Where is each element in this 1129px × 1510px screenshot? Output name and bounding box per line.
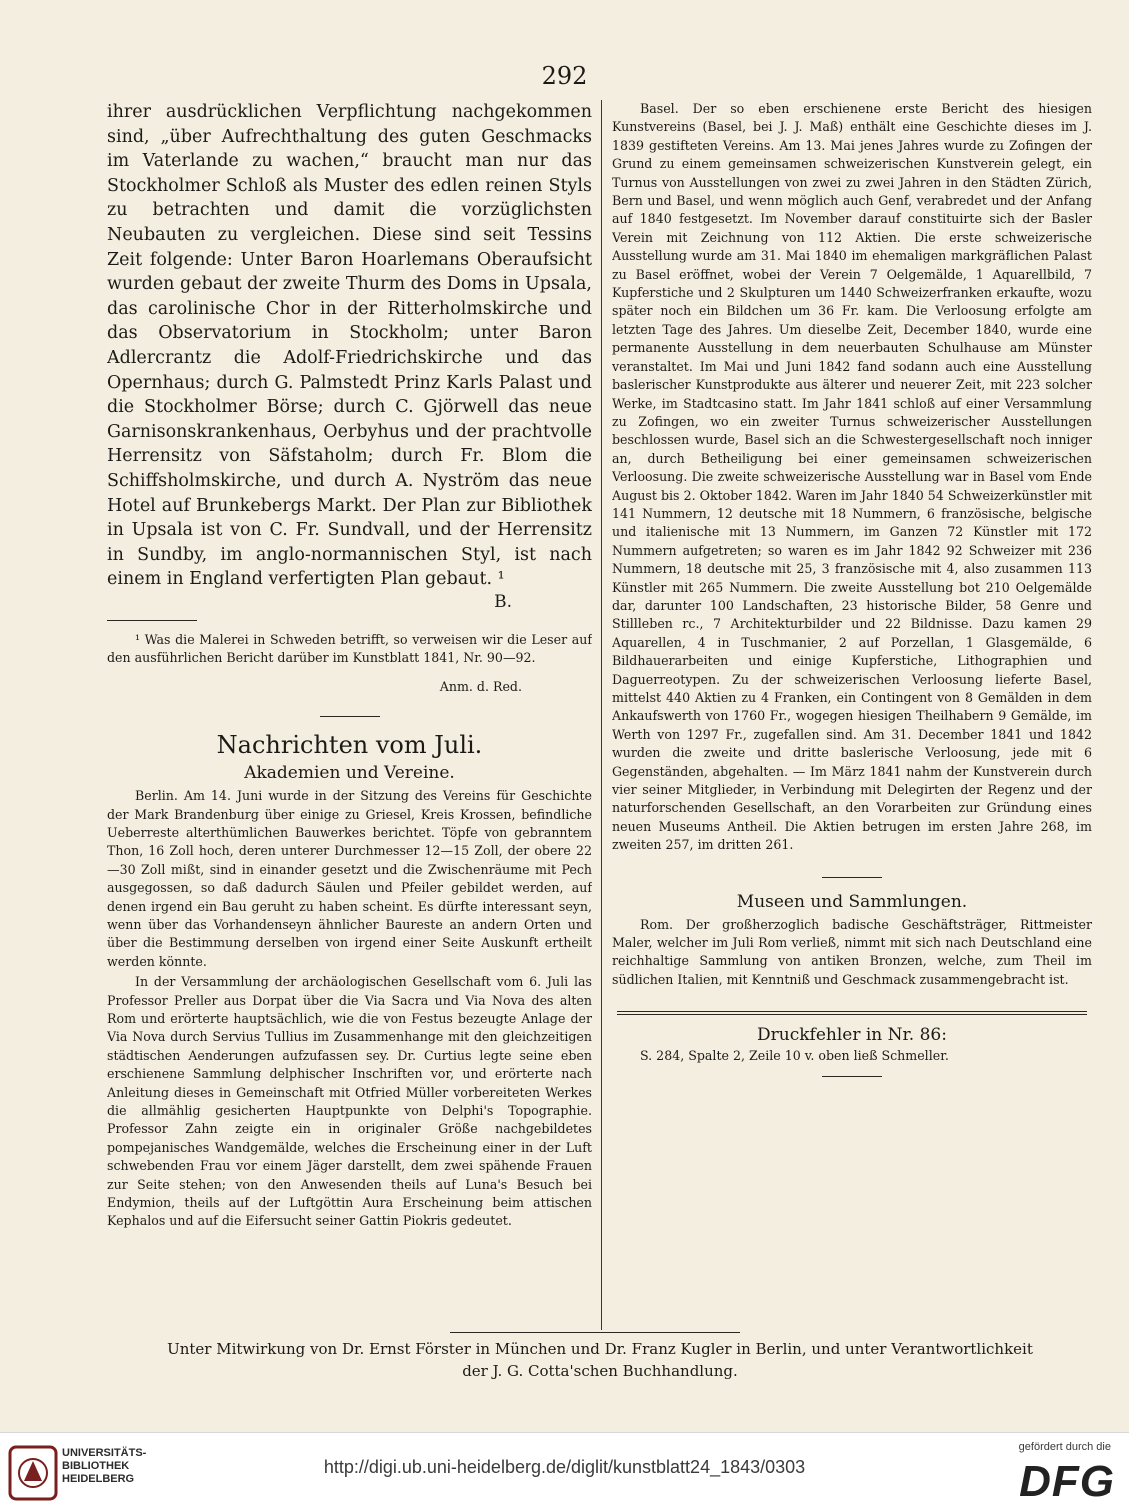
footer-rule	[450, 1332, 740, 1333]
funded-by-label: gefördert durch die	[1018, 1441, 1111, 1453]
museum-heading: Museen und Sammlungen.	[736, 891, 968, 912]
section-heading: Nachrichten vom Juli.	[216, 731, 483, 760]
errata-heading: Druckfehler in Nr. 86:	[757, 1025, 947, 1046]
library-name-line-1: UNIVERSITÄTS-	[62, 1447, 147, 1459]
section-rule	[320, 716, 380, 717]
right-column	[612, 100, 1092, 1077]
footnote-rule	[107, 620, 197, 621]
imprint	[100, 1338, 1100, 1382]
left-column	[107, 100, 592, 1231]
left-paragraph-archaeology: In der Versammlung der archäologischen Gesellschaft vom 6. Juli las Professor Preller aus Dorpat über die Via Sacra und Via Nova des alten Rom und erörterte hauptsächlich, wie die von Festus bezeugte Anlage der Via Nova durch Servius Tullius im Zusammenhange mit den gleichzeitigen städtischen Aenderungen aufzufassen sey. Dr. Curtius legte seine eben erschienene Sammlung delphischer Inschriften vor, und erörterte nach Anleitung dieses in Gemeinschaft mit Otfried Müller vorbereiteten Werkes die allmählig gesicherten Hauptpunkte von Delphi's Topographie. Professor Zahn zeigte ein in originaler Größe nachgebildetes pompejanisches Wandgemälde, welches die Erscheinung einer in der Luft schwebenden Frau vor einem Jäger darstellt, dem zwei spähende Frauen zur Seite stehen; von den Anwesenden theils auf Luna's Besuch bei Endymion, theils auf der Luftgöttin Aura Erscheinung beim attischen Kephalos und auf die Eifersucht seiner Gattin Piokris gedeutet.	[107, 974, 592, 1229]
imprint-line-1: Unter Mitwirkung von Dr. Ernst Förster in München und Dr. Franz Kugler in Berlin, und unter Verantwortlichkeit	[167, 1340, 1033, 1358]
right-paragraph-rom: Rom. Der großherzoglich badische Geschäftsträger, Rittmeister Maler, welcher im Juli Rom verließ, nimmt mit sich nach Deutschland eine reichhaltige Sammlung von antiken Bronzen, welche, zum Theil im südlichen Italien, mit Kenntniß und Geschmack zusammengebracht ist.	[612, 916, 1092, 987]
permalink-url[interactable]: http://digi.ub.uni-heidelberg.de/diglit/kunstblatt24_1843/0303	[323, 1457, 806, 1477]
dfg-logo: DFG	[1019, 1457, 1115, 1506]
right-paragraph-basel: Basel. Der so eben erschienene erste Bericht des hiesigen Kunstvereins (Basel, bei J. J. Maß) enthält eine Geschichte dieses im J. 1839 gestifteten Vereins. Am 13. Mai jenes Jahres wurde zu Zofingen der Grund zu einem gemeinsamen schweizerischen Kunstverein gelegt, ein Turnus von Ausstellungen von zwei zu zwei Jahren in den Städten Zürich, Bern und Basel, und wenn möglich auch Genf, verabredet und der Anfang auf 1840 festgesetzt. Im November darauf constituirte sich der Basler Verein mit Zeichnung von 112 Aktien. Die erste schweizerische Ausstellung wurde am 31. Mai 1840 im ehemaligen markgräflichen Palast zu Basel eröffnet, wobei der Verein 7 Oelgemälde, 1 Aquarellbild, 7 Kupferstiche und 2 Skulpturen um 1440 Schweizerfranken erkaufte, wozu später noch ein Bildchen um 36 Fr. kam. Die Verloosung erfolgte am letzten Tage des Jahres. Um dieselbe Zeit, December 1840, wurde eine permanente Ausstellung in dem neuerbauten Schulhause am Münster veranstaltet. Im Mai und Juni 1842 fand sodann auch eine Ausstellung baslerischer Kunstprodukte aus älterer und neuerer Zeit, mit 223 solcher Werke, im Stadtcasino statt. Im Jahr 1841 schloß auf einer Versammlung zu Zofingen, wo ein zweiter Turnus schweizerischer Ausstellungen beschlossen wurde, Basel sich an die Schwestergesellschaft noch inniger an, durch Betheiligung bei einer gemeinsamen schweizerischen Verloosung. Die zweite schweizerische Ausstellung war in Basel vom Ende August bis 2. Oktober 1842. Waren im Jahr 1840 54 Schweizerkünstler mit 141 Nummern, 12 deutsche mit 18 Nummern, 6 französische, belgische und italienische mit 13 Nummern, im Ganzen 72 Künstler mit 172 Nummern aufgetreten; so waren es im Jahr 1842 92 Schweizer mit 236 Nummern, 18 deutsche mit 25, 3 französische mit 4, also zusammen 113 Künstler mit 265 Nummern. Die zweite Ausstellung bot 210 Oelgemälde dar, darunter 100 Landschaften, 23 historische Bilder, 58 Genre und Stillleben rc., 7 Architekturbilder und 22 Bildnisse. Dazu kamen 29 Aquarellen, 4 in Tuschmanier, 2 auf Porzellan, 1 Glasgemälde, 6 Bildhauerarbeiten und einige Kupferstiche, Lithographien und Daguerreotypen. Zu der schweizerischen Verloosung lieferte Basel, mittelst 440 Aktien zu 4 Franken, ein Contingent von 8 Gemälden in dem Ankaufswerth von 1760 Fr., wogegen hiesigen Theilhabern 9 Gemälde, im Werth von 1297 Fr., zugefallen sind. Am 31. December 1841 und 1842 wurden die zweite und dritte baslerische Verloosung, jede mit 6 Gegenständen, abgehalten. — Im März 1841 nahm der Kunstverein durch vier seiner Mitglieder, in Verbindung mit Delegirten der Regenz und der naturforschenden Gesellschaft, an den Vorarbeiten zur Gründung eines neuen Museums Antheil. Die Aktien betrugen im ersten Jahre 268, im zweiten 257, im dritten 261.	[612, 101, 1092, 853]
signature: B.	[494, 591, 512, 612]
footnote: ¹ Was die Malerei in Schweden betrifft, so verweisen wir die Leser auf den ausführlichen Bericht darüber im Kunstblatt 1841, Nr. 90—92.	[107, 631, 592, 666]
footnote-sign: Anm. d. Red.	[439, 678, 522, 694]
imprint-line-2: der J. G. Cotta'schen Buchhandlung.	[462, 1362, 738, 1380]
library-name-line-2: BIBLIOTHEK	[62, 1460, 130, 1472]
page-number: 292	[541, 62, 588, 90]
errata-rule-top	[617, 1011, 1087, 1012]
library-name-line-3: HEIDELBERG	[62, 1473, 135, 1485]
column-divider	[601, 100, 602, 1330]
errata-text: S. 284, Spalte 2, Zeile 10 v. oben ließ Schmeller.	[640, 1048, 949, 1064]
museum-rule	[822, 877, 882, 878]
left-paragraph-berlin: Berlin. Am 14. Juni wurde in der Sitzung des Vereins für Geschichte der Mark Brandenburg über einige zu Griesel, Kreis Krossen, befindliche Ueberreste alterthümlichen Bauwerkes berichtet. Töpfe von gebranntem Thon, 16 Zoll hoch, deren unterer Durchmesser 12—15 Zoll, der obere 22—30 Zoll mißt, sind in einander gesetzt und die Zwischenräume mit Pech ausgegossen, so daß dadurch Säulen und Pfeiler gebildet werden, auf denen irgend ein Bau geruht zu haben scheint. Es dürfte interessant seyn, wenn über das Vorhandenseyn ähnlicher Baureste an andern Orten und über die Bestimmung derselben von irgend einer Seite Auskunft ertheilt werden könnte.	[107, 788, 592, 969]
library-bar	[0, 1432, 1129, 1510]
errata-rule-top-2	[617, 1014, 1087, 1015]
errata-rule-bottom	[822, 1076, 882, 1077]
section-subheading: Akademien und Vereine.	[244, 763, 455, 784]
left-paragraph-1: ihrer ausdrücklichen Verpflichtung nachgekommen sind, „über Aufrechthaltung des guten Geschmacks im Vaterlande zu wachen,“ braucht man nur das Stockholmer Schloß als Muster des edlen reinen Styls zu betrachten und damit die vorzüglichsten Neubauten zu vergleichen. Diese sind seit Tessins Zeit folgende: Unter Baron Hoarlemans Oberaufsicht wurden gebaut der zweite Thurm des Doms in Upsala, das carolinische Chor in der Ritterholmskirche und das Observatorium in Stockholm; unter Baron Adlercrantz die Adolf-Friedrichskirche und das Opernhaus; durch G. Palmstedt Prinz Karls Palast und die Stockholmer Börse; durch C. Gjörwell das neue Garnisonskrankenhaus, Oerbyhus und der prachtvolle Herrensitz von Säfstaholm; durch Fr. Blom die Schiffsholmskirche, und durch A. Nyström das neue Hotel auf Brunkebergs Markt. Der Plan zur Bibliothek in Upsala ist von C. Fr. Sundvall, und der Herrensitz in Sundby, im anglo-normannischen Styl, ist nach einem in England verfertigten Plan gebaut. ¹	[107, 102, 592, 590]
